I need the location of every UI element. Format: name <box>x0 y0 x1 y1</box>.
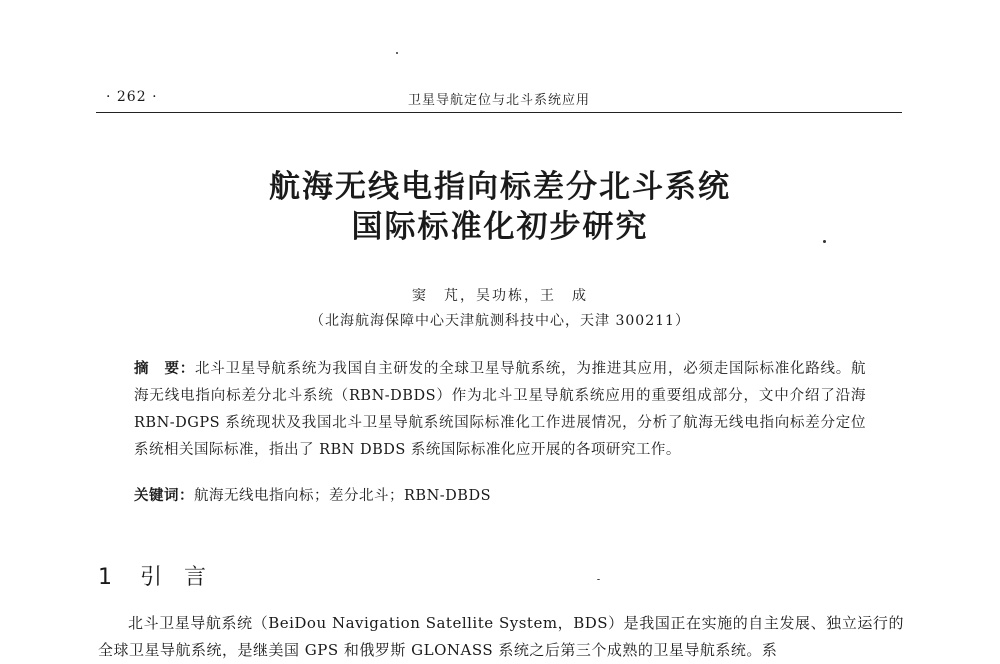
abstract-text: 北斗卫星导航系统为我国自主研发的全球卫星导航系统，为推进其应用，必须走国际标准化路线。航海无线电指向标差分北斗系统（RBN-DBDS）作为北斗卫星导航系统应用的重要组成部分，文中介绍了沿海 RBN-DGPS 系统现状及我国北斗卫星导航系统国际标准化工作进展情况，分析了航海无线电指向标差分定位系统相关国际标准，指出了 RBN DBDS 系统国际标准化应开展的各项研究工作。 <box>134 361 867 458</box>
abstract-label: 摘 要： <box>134 361 196 377</box>
keywords-label: 关键词： <box>134 488 194 504</box>
scan-speck <box>396 52 398 54</box>
section-title: 引言 <box>140 565 229 590</box>
affiliation: （北海航海保障中心天津航测科技中心，天津 300211） <box>310 313 690 329</box>
page-number: · 262 · <box>106 89 158 105</box>
article-title-line-1: 航海无线电指向标差分北斗系统 <box>269 169 731 205</box>
scan-speck <box>823 240 826 243</box>
keywords-text: 航海无线电指向标；差分北斗；RBN-DBDS <box>194 488 491 504</box>
scan-speck <box>597 579 600 580</box>
authors: 窦 芃，吴功栋，王 成 <box>412 288 588 304</box>
section-heading <box>98 560 228 591</box>
keywords <box>134 484 866 505</box>
abstract <box>134 356 866 464</box>
body-paragraph: 北斗卫星导航系统（BeiDou Navigation Satellite System，BDS）是我国正在实施的自主发展、独立运行的全球卫星导航系统，是继美国 GPS 和俄罗斯 GLONASS 系统之后第三个成熟的卫星导航系统。系 <box>98 614 904 659</box>
running-header <box>96 86 902 113</box>
journal-title: 卫星导航定位与北斗系统应用 <box>407 93 590 108</box>
section-number: 1 <box>98 565 116 590</box>
article-title-line-2: 国际标准化初步研究 <box>351 209 649 245</box>
